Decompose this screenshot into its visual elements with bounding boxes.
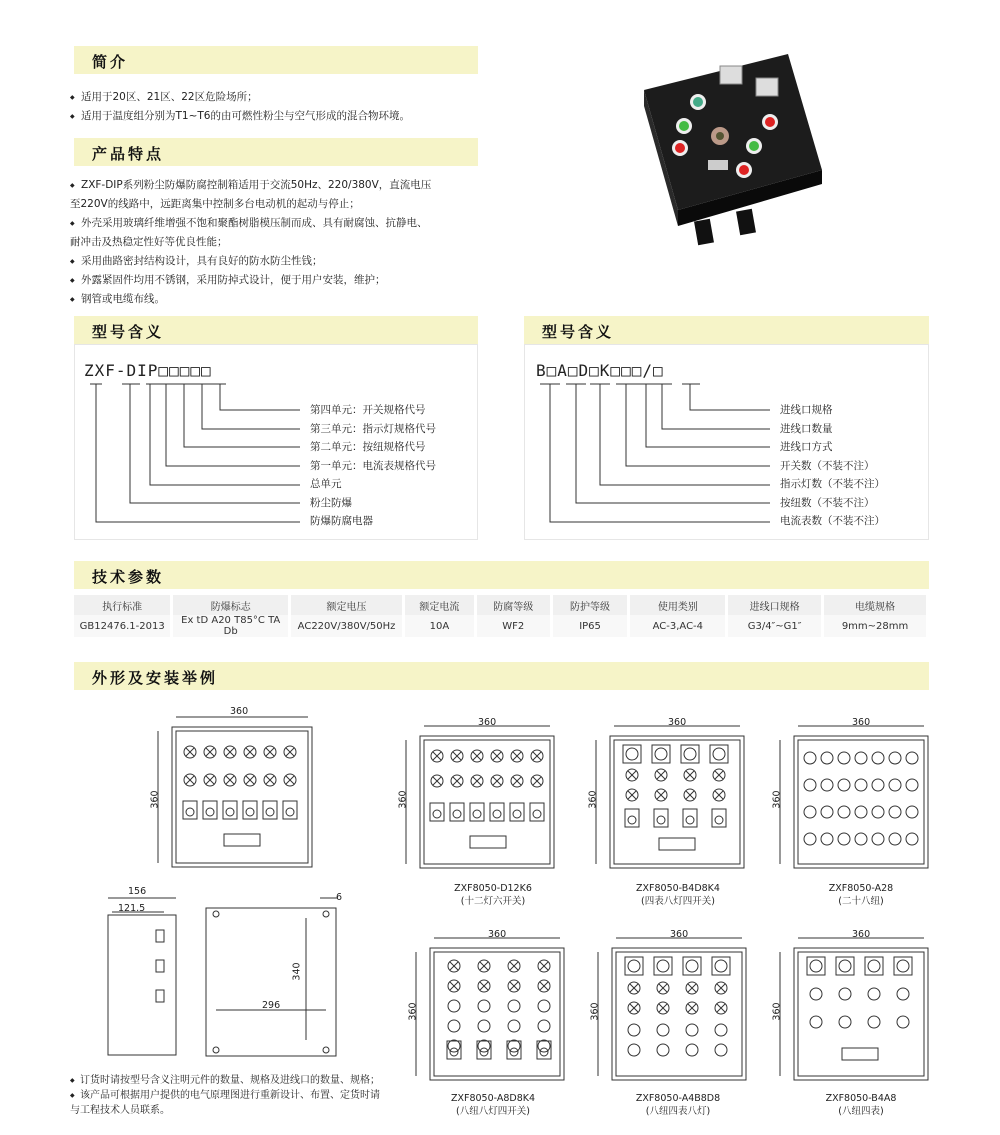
push-button	[821, 752, 833, 764]
push-button	[906, 833, 918, 845]
install-section-title: 外形及安装举例	[74, 662, 929, 690]
push-button	[804, 833, 816, 845]
feature-item: ◆ 钢管或电缆布线。	[70, 290, 431, 309]
enclosure-b4d8k4-outer	[610, 736, 744, 868]
push-button	[868, 1016, 880, 1028]
nameplate	[842, 1048, 878, 1060]
model-right-title: 型号含义	[524, 316, 929, 344]
enclosure-a28-outer	[794, 736, 928, 868]
spec-value: 10A	[404, 615, 476, 637]
spec-header: 额定电压	[290, 595, 404, 615]
legend-item: 按纽数（不装不注）	[780, 496, 875, 509]
mounting-hole	[323, 1047, 329, 1053]
legend-item: 开关数（不装不注）	[780, 459, 875, 472]
push-button	[657, 1024, 669, 1036]
push-button	[897, 988, 909, 1000]
mounting-plate	[206, 908, 336, 1056]
push-button	[897, 1016, 909, 1028]
enclosure-b4d8k4-body	[614, 740, 740, 864]
model-left-code: ZXF-DIP□□□□□	[84, 361, 212, 380]
push-button	[686, 1044, 698, 1056]
enclosure-b4a8-body	[798, 952, 924, 1076]
push-button	[838, 833, 850, 845]
caption-desc: (四表八灯四开关)	[641, 896, 715, 907]
push-button	[448, 1040, 460, 1052]
push-button	[838, 779, 850, 791]
spec-header: 防爆标志	[172, 595, 290, 615]
push-button	[538, 1040, 550, 1052]
caption-a28	[776, 882, 946, 908]
push-button	[538, 1000, 550, 1012]
legend-item: 粉尘防爆	[310, 496, 352, 509]
side-knob	[156, 960, 164, 972]
feature-item: ◆ ZXF-DIP系列粉尘防爆防腐控制箱适用于交流50Hz、220/380V，直流电压	[70, 176, 431, 195]
push-button	[855, 752, 867, 764]
legend-item: 第四单元：开关规格代号	[310, 404, 426, 416]
push-button	[686, 1024, 698, 1036]
switch-dial	[266, 808, 274, 816]
push-button	[839, 988, 851, 1000]
enclosure-a8d8k4-outer	[430, 948, 564, 1080]
ammeter-dial	[897, 960, 909, 972]
legend-item: 第三单元：指示灯规格代号	[310, 422, 436, 435]
spec-header: 使用类别	[629, 595, 727, 615]
caption-a8d8k4	[408, 1092, 578, 1118]
side-view-body	[108, 915, 176, 1055]
note-item-cont: 与工程技术人员联系。	[70, 1105, 170, 1116]
spec-value: IP65	[551, 615, 629, 637]
dim-height-3: 360	[771, 790, 783, 809]
dim-width-4: 360	[488, 929, 507, 940]
switch-dial	[246, 808, 254, 816]
feature-item: ◆ 外壳采用玻璃纤维增强不饱和聚酯树脂模压制而成、具有耐腐蚀、抗静电、	[70, 214, 431, 233]
dim-height-6: 360	[771, 1002, 783, 1021]
legend-item: 进线口数量	[780, 422, 833, 435]
spec-value: GB12476.1-2013	[74, 615, 172, 637]
note-item: ◆ 订货时请按型号含义注明元件的数量、规格及进线口的数量、规格；	[70, 1073, 380, 1088]
nameplate	[224, 834, 260, 846]
tech-section-title: 技术参数	[74, 561, 929, 589]
dim-width-5: 360	[670, 929, 689, 940]
ammeter-dial	[626, 748, 638, 760]
caption-b4a8	[776, 1092, 946, 1118]
features-section-title: 产品特点	[74, 138, 478, 166]
note-item: ◆ 该产品可根据用户提供的电气原理图进行重新设计、布置、定货时请	[70, 1088, 380, 1103]
push-button	[508, 1000, 520, 1012]
push-button	[804, 779, 816, 791]
nameplate	[470, 836, 506, 848]
caption-model: ZXF8050-A8D8K4	[450, 1093, 536, 1104]
switch-dial	[657, 816, 665, 824]
push-button	[478, 1020, 490, 1032]
legend-item: 防爆防腐电器	[310, 515, 373, 527]
caption-model: ZXF8050-D12K6	[454, 883, 532, 894]
ammeter-dial	[713, 748, 725, 760]
dim-width-3: 360	[852, 717, 871, 728]
ammeter-dial	[684, 748, 696, 760]
mounting-hole	[213, 1047, 219, 1053]
push-button	[889, 806, 901, 818]
legend-item: 进线口规格	[780, 404, 833, 416]
push-button	[821, 806, 833, 818]
caption-model: ZXF8050-A4B8D8	[635, 1093, 721, 1104]
push-button	[906, 779, 918, 791]
nameplate	[659, 838, 695, 850]
switch-dial	[533, 810, 541, 818]
feature-item-cont: 耐冲击及热稳定性好等优良性能；	[70, 236, 228, 248]
push-button	[508, 1040, 520, 1052]
spec-header: 额定电流	[404, 595, 476, 615]
push-button	[478, 1000, 490, 1012]
push-button	[906, 752, 918, 764]
caption-a4b8d8	[593, 1092, 763, 1118]
intro-item: ◆ 适用于20区、21区、22区危险场所；	[70, 88, 410, 107]
dim-depth-1215: 121.5	[118, 903, 146, 914]
push-button	[804, 752, 816, 764]
ammeter-dial	[655, 748, 667, 760]
push-button	[872, 779, 884, 791]
switch-dial	[493, 810, 501, 818]
caption-desc: (八纽四表八灯)	[645, 1106, 711, 1117]
push-button	[838, 752, 850, 764]
switch-dial	[433, 810, 441, 818]
ammeter-dial	[868, 960, 880, 972]
legend-item: 第二单元：按纽规格代号	[310, 441, 426, 453]
model-left-title: 型号含义	[74, 316, 478, 344]
ammeter-dial	[715, 960, 727, 972]
dim-height-main: 360	[149, 790, 161, 809]
ammeter-dial	[810, 960, 822, 972]
push-button	[855, 806, 867, 818]
push-button	[906, 806, 918, 818]
mounting-hole	[213, 911, 219, 917]
dim-width-6: 360	[852, 929, 871, 940]
dim-height-2: 360	[587, 790, 599, 809]
push-button	[538, 1020, 550, 1032]
dim-height-5: 360	[589, 1002, 601, 1021]
push-button	[872, 833, 884, 845]
side-knob	[156, 990, 164, 1002]
push-button	[628, 1044, 640, 1056]
push-button	[628, 1024, 640, 1036]
model-right-code: B□A□D□K□□□/□	[536, 361, 664, 380]
switch-dial	[206, 808, 214, 816]
dim-340: 340	[291, 962, 303, 981]
side-knob	[156, 930, 164, 942]
legend-item: 第一单元：电流表规格代号	[310, 459, 436, 472]
dim-6: 6	[336, 892, 343, 903]
order-notes	[70, 1073, 380, 1118]
push-button	[478, 1040, 490, 1052]
push-button	[868, 988, 880, 1000]
spec-value: 9mm~28mm	[823, 615, 928, 637]
spec-header: 电缆规格	[823, 595, 928, 615]
intro-section-title: 简介	[74, 46, 478, 74]
push-button	[872, 752, 884, 764]
push-button	[448, 1000, 460, 1012]
push-button	[872, 806, 884, 818]
spec-header: 防腐等级	[475, 595, 551, 615]
switch-dial	[513, 810, 521, 818]
dim-height-1: 360	[397, 790, 409, 809]
switch-dial	[286, 808, 294, 816]
legend-item: 进线口方式	[780, 441, 833, 453]
caption-desc: (八纽八灯四开关)	[456, 1106, 530, 1117]
push-button	[889, 779, 901, 791]
dim-296: 296	[262, 1000, 281, 1011]
ammeter-dial	[657, 960, 669, 972]
switch-dial	[226, 808, 234, 816]
push-button	[821, 833, 833, 845]
switch-dial	[186, 808, 194, 816]
dim-width-main: 360	[230, 706, 249, 717]
push-button	[715, 1044, 727, 1056]
legend-item: 总单元	[310, 478, 342, 490]
ammeter-dial	[686, 960, 698, 972]
dim-depth-156: 156	[128, 886, 147, 897]
caption-d12k6	[408, 882, 578, 908]
switch-dial	[686, 816, 694, 824]
caption-model: ZXF8050-B4A8	[825, 1093, 897, 1104]
push-button	[810, 1016, 822, 1028]
push-button	[838, 806, 850, 818]
push-button	[855, 779, 867, 791]
push-button	[804, 806, 816, 818]
push-button	[821, 779, 833, 791]
ammeter-dial	[628, 960, 640, 972]
legend-item: 指示灯数（不装不注）	[780, 478, 885, 490]
caption-desc: (八纽四表)	[838, 1106, 884, 1117]
mounting-hole	[323, 911, 329, 917]
caption-desc: (十二灯六开关)	[460, 896, 526, 907]
push-button	[889, 752, 901, 764]
push-button	[839, 1016, 851, 1028]
dim-height-4: 360	[407, 1002, 419, 1021]
spec-header: 防护等级	[551, 595, 629, 615]
push-button	[889, 833, 901, 845]
feature-item: ◆ 采用曲路密封结构设计，具有良好的防水防尘性钱；	[70, 252, 431, 271]
legend-item: 电流表数（不装不注）	[780, 515, 885, 527]
push-button	[657, 1044, 669, 1056]
switch-dial	[473, 810, 481, 818]
spec-value: WF2	[475, 615, 551, 637]
push-button	[810, 988, 822, 1000]
caption-desc: (二十八纽)	[838, 896, 884, 907]
switch-dial	[628, 816, 636, 824]
spec-value: AC-3,AC-4	[629, 615, 727, 637]
enclosure-a8d8k4-body	[434, 952, 560, 1076]
ammeter-dial	[839, 960, 851, 972]
spec-header: 执行标准	[74, 595, 172, 615]
caption-b4d8k4	[593, 882, 763, 908]
spec-value: AC220V/380V/50Hz	[290, 615, 404, 637]
caption-model: ZXF8050-A28	[828, 883, 894, 894]
push-button	[715, 1024, 727, 1036]
push-button	[855, 833, 867, 845]
feature-item-cont: 至220V的线路中，远距离集中控制多台电动机的起动与停止；	[70, 198, 360, 210]
spec-header: 进线口规格	[727, 595, 823, 615]
switch-dial	[453, 810, 461, 818]
dim-width-2: 360	[668, 717, 687, 728]
spec-value: G3/4″~G1″	[727, 615, 823, 637]
intro-item: ◆ 适用于温度组分别为T1~T6的由可燃性粉尘与空气形成的混合物环境。	[70, 107, 410, 126]
dim-width-1: 360	[478, 717, 497, 728]
push-button	[448, 1020, 460, 1032]
spec-value: Ex tD A20 T85°C TA Db	[172, 615, 290, 637]
push-button	[508, 1020, 520, 1032]
feature-item: ◆ 外露紧固件均用不锈钢，采用防掉式设计，便于用户安装，维护；	[70, 271, 431, 290]
caption-model: ZXF8050-B4D8K4	[636, 883, 720, 894]
switch-dial	[715, 816, 723, 824]
